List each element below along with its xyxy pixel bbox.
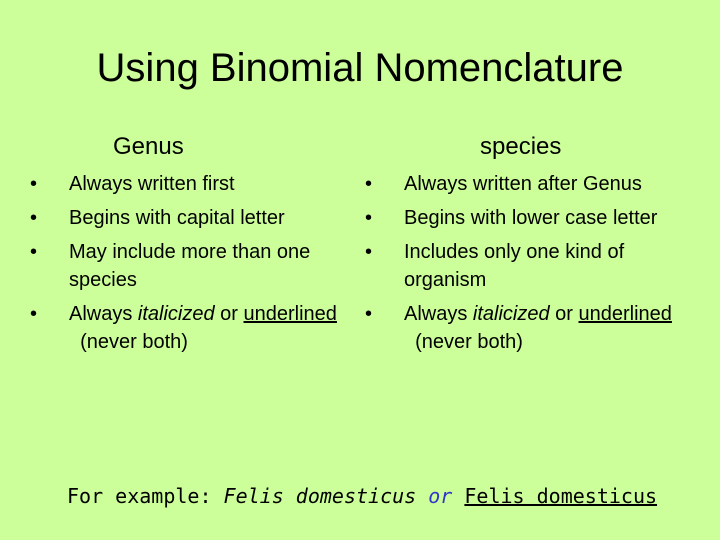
species-bullet-list	[365, 170, 685, 362]
species-bullet	[365, 204, 685, 232]
bullet-text: Includes only one kind of organism	[404, 241, 625, 291]
genus-bullet	[30, 170, 350, 198]
example-italic-name: Felis domesticus	[223, 484, 417, 508]
bullet-icon: •	[30, 207, 38, 229]
bullet-icon: •	[365, 173, 373, 195]
genus-bullet	[30, 238, 350, 294]
bullet-text: Begins with capital letter	[69, 207, 285, 229]
genus-heading: Genus	[113, 133, 184, 160]
species-bullet	[365, 170, 685, 198]
genus-bullet-list	[30, 170, 350, 362]
example-underlined-name: Felis domesticus	[464, 484, 658, 508]
underlined-word: underlined	[243, 303, 337, 325]
bullet-icon: •	[30, 303, 38, 325]
bullet-text-pre: Always	[404, 303, 473, 325]
bullet-text: Always written first	[69, 173, 235, 195]
bullet-text: Always written after Genus	[404, 173, 642, 195]
bullet-icon: •	[30, 173, 38, 195]
example-prefix: For example:	[67, 484, 224, 508]
species-heading: species	[480, 133, 562, 160]
bullet-icon: •	[365, 207, 373, 229]
bullet-text: Begins with lower case letter	[404, 207, 658, 229]
example-or-word: or	[428, 484, 453, 508]
underlined-word: underlined	[578, 303, 672, 325]
slide-title: Using Binomial Nomenclature	[96, 46, 624, 90]
bullet-text-mid: or	[214, 303, 244, 325]
italic-word: italicized	[137, 303, 215, 325]
bullet-icon: •	[30, 241, 38, 263]
bullet-text-mid: or	[549, 303, 579, 325]
bullet-icon: •	[365, 241, 373, 263]
bullet-icon: •	[365, 303, 373, 325]
bullet-text-pre: Always	[69, 303, 138, 325]
italic-word: italicized	[472, 303, 550, 325]
bullet-text-post: (never both)	[69, 331, 188, 353]
genus-bullet	[30, 204, 350, 232]
species-bullet	[365, 238, 685, 294]
species-bullet	[365, 300, 685, 356]
example-line	[67, 481, 657, 511]
genus-bullet	[30, 300, 350, 356]
bullet-text-post: (never both)	[404, 331, 523, 353]
bullet-text: May include more than one species	[69, 241, 311, 291]
